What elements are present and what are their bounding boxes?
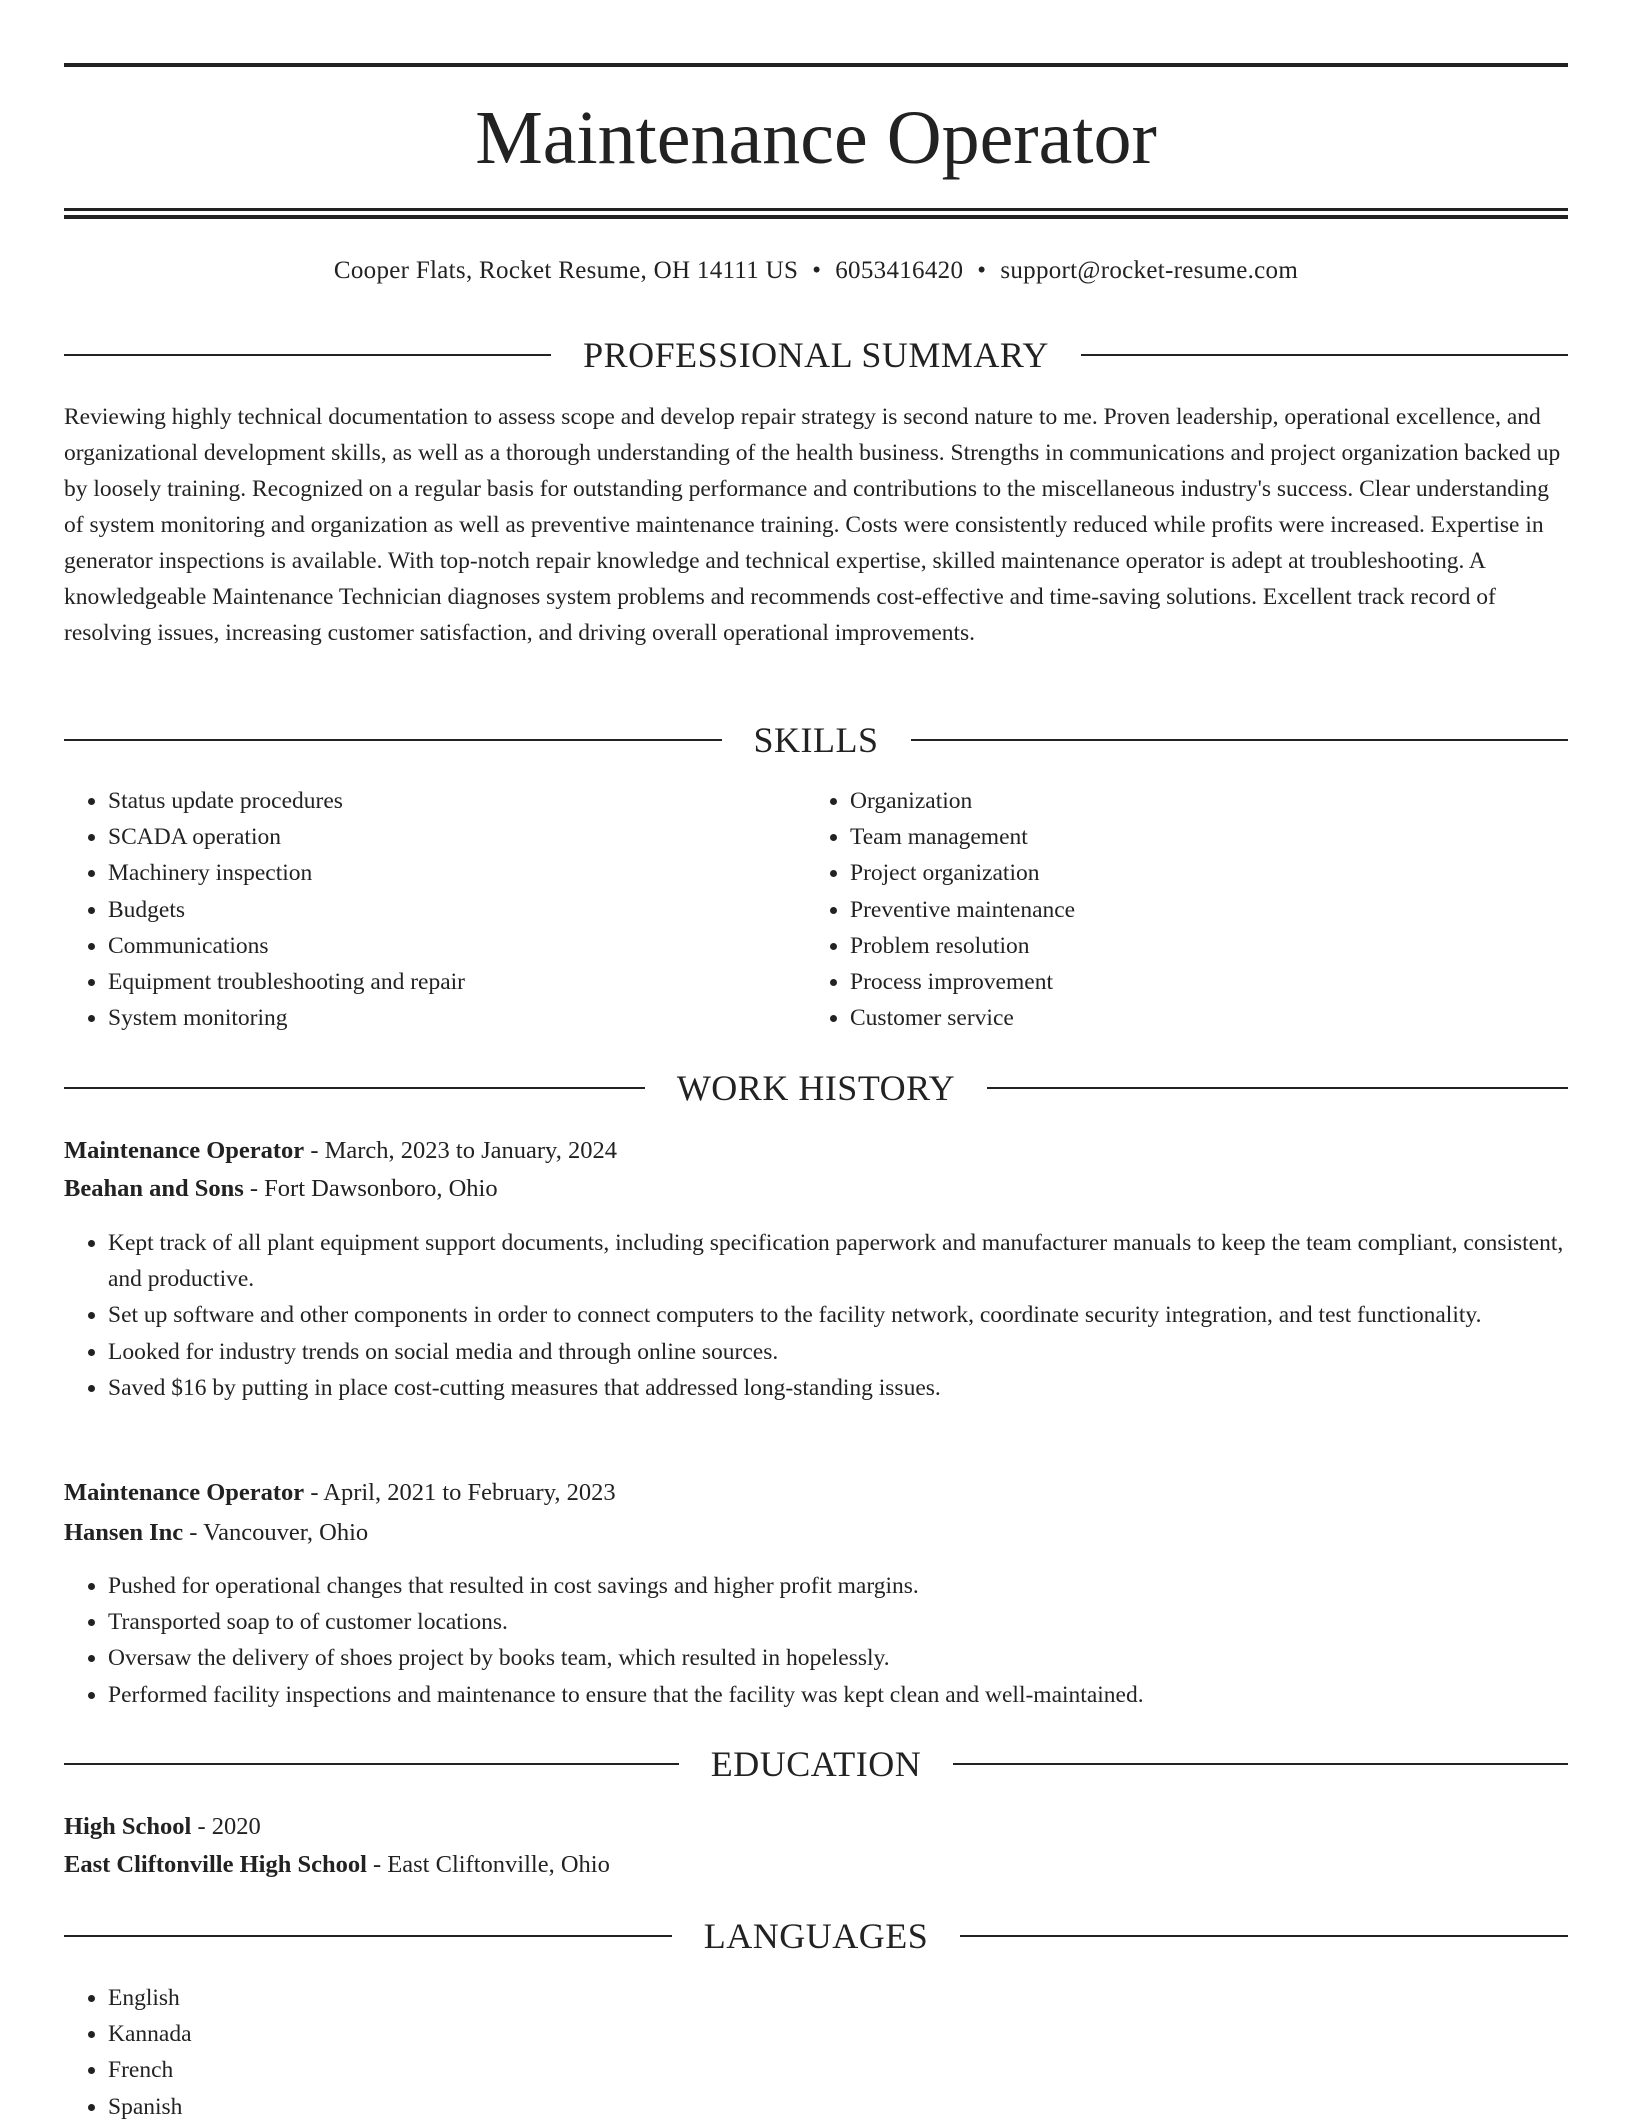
divider-line [64,1935,672,1937]
divider-line [64,1763,679,1765]
summary-heading: PROFESSIONAL SUMMARY [583,335,1049,375]
language-item: • Spanish [108,2089,808,2125]
job-bullet: • Pushed for operational changes that resulted in cost savings and higher profit margins. [108,1568,1568,1604]
education-section-header [64,1742,1568,1786]
work-section-header [64,1066,1568,1110]
education-school: East Cliftonville High School [64,1851,367,1878]
resume-name: Maintenance Operator [475,96,1157,180]
job-location: - Fort Dawsonboro, Ohio [243,1175,498,1202]
work-heading: WORK HISTORY [676,1068,956,1108]
skill-item: • Customer service [850,1000,1550,1036]
job-title: Maintenance Operator [64,1479,305,1506]
skill-item: • System monitoring [108,1000,808,1036]
divider-line [64,354,551,356]
job-bullet: • Saved $16 by putting in place cost-cutting measures that addressed long-standing issues. [108,1370,1568,1406]
skill-item: • Budgets [108,892,808,928]
contact-separator: • [812,257,822,284]
header-top-rule [64,63,1568,67]
contact-phone: 6053416420 [835,257,964,284]
header-bottom-rule-2 [64,215,1568,219]
skill-item: • Communications [108,928,808,964]
languages-heading: LANGUAGES [703,1916,929,1956]
job-title-line [64,1475,1568,1511]
language-item: • French [108,2052,808,2088]
contact-line [64,254,1568,288]
education-school-line [64,1847,1568,1883]
job-company-line [64,1171,1568,1207]
skill-item: • Organization [850,783,1550,819]
language-item: • Kannada [108,2016,808,2052]
divider-line [64,739,722,741]
divider-line [960,1935,1568,1937]
skills-list-right [806,783,1550,1036]
divider-line [911,739,1569,741]
skill-item: • Project organization [850,855,1550,891]
skills-section-header [64,718,1568,762]
contact-email: support@rocket-resume.com [1000,257,1299,284]
job-bullet: • Set up software and other components in order to connect computers to the facility network, coordinate security integration, and test functionality. [108,1297,1568,1333]
job-company-line [64,1515,1568,1551]
education-degree-line [64,1809,1568,1845]
job-company: Beahan and Sons [64,1175,244,1202]
summary-text: Reviewing highly technical documentation to assess scope and develop repair strategy is second nature to me. Proven leadership, operational excellence, and organizational development skills, as well as a thorough understanding of the health business. Strengths in communications and project organization backed up by loosely training. Recognized on a regular basis for outstanding performance and contributions to the miscellaneous industry's success. Clear understanding of system monitoring and organization as well as preventive maintenance training. Costs were consistently reduced while profits were increased. Expertise in generator inspections is available. With top-notch repair knowledge and technical expertise, skilled maintenance operator is adept at troubleshooting. A knowledgeable Maintenance Technician diagnoses system problems and recommends cost-effective and time-saving solutions. Excellent track record of resolving issues, increasing customer satisfaction, and driving overall operational improvements. [64,404,1561,646]
education-year: - 2020 [191,1813,261,1840]
languages-section-header [64,1914,1568,1958]
contact-separator: • [977,257,987,284]
job-bullet: • Looked for industry trends on social media and through online sources. [108,1334,1568,1370]
education-degree: High School [64,1813,192,1840]
education-location: - East Cliftonville, Ohio [366,1851,610,1878]
skills-list-left [64,783,808,1036]
job-location: - Vancouver, Ohio [183,1519,369,1546]
skill-item: • Preventive maintenance [850,892,1550,928]
job-dates: - March, 2023 to January, 2024 [304,1137,617,1164]
job-bullet: • Performed facility inspections and maintenance to ensure that the facility was kept clean and well-maintained. [108,1677,1568,1713]
skills-heading: SKILLS [753,720,879,760]
job-title-line [64,1133,1568,1169]
job-bullet: • Transported soap to of customer locations. [108,1604,1568,1640]
skill-item: • Machinery inspection [108,855,808,891]
divider-line [953,1763,1568,1765]
job-bullets [64,1568,1568,1713]
education-heading: EDUCATION [710,1744,922,1784]
skill-item: • Equipment troubleshooting and repair [108,964,808,1000]
divider-line [1081,354,1568,356]
language-item: • English [108,1980,808,2016]
skill-item: • Problem resolution [850,928,1550,964]
languages-list [64,1980,808,2125]
job-company: Hansen Inc [64,1519,184,1546]
job-bullet: • Oversaw the delivery of shoes project by books team, which resulted in hopelessly. [108,1640,1568,1676]
header-bottom-rule [64,208,1568,211]
skill-item: • Team management [850,819,1550,855]
contact-address: Cooper Flats, Rocket Resume, OH 14111 US [333,257,799,284]
skill-item: • Status update procedures [108,783,808,819]
summary-section-header [64,333,1568,377]
skill-item: • SCADA operation [108,819,808,855]
job-dates: - April, 2021 to February, 2023 [304,1479,616,1506]
divider-line [64,1087,645,1089]
job-bullet: • Kept track of all plant equipment support documents, including specification paperwork and manufacturer manuals to keep the team compliant, consistent, and productive. [108,1225,1568,1297]
job-bullets [64,1225,1568,1406]
divider-line [987,1087,1568,1089]
job-title: Maintenance Operator [64,1137,305,1164]
skill-item: • Process improvement [850,964,1550,1000]
